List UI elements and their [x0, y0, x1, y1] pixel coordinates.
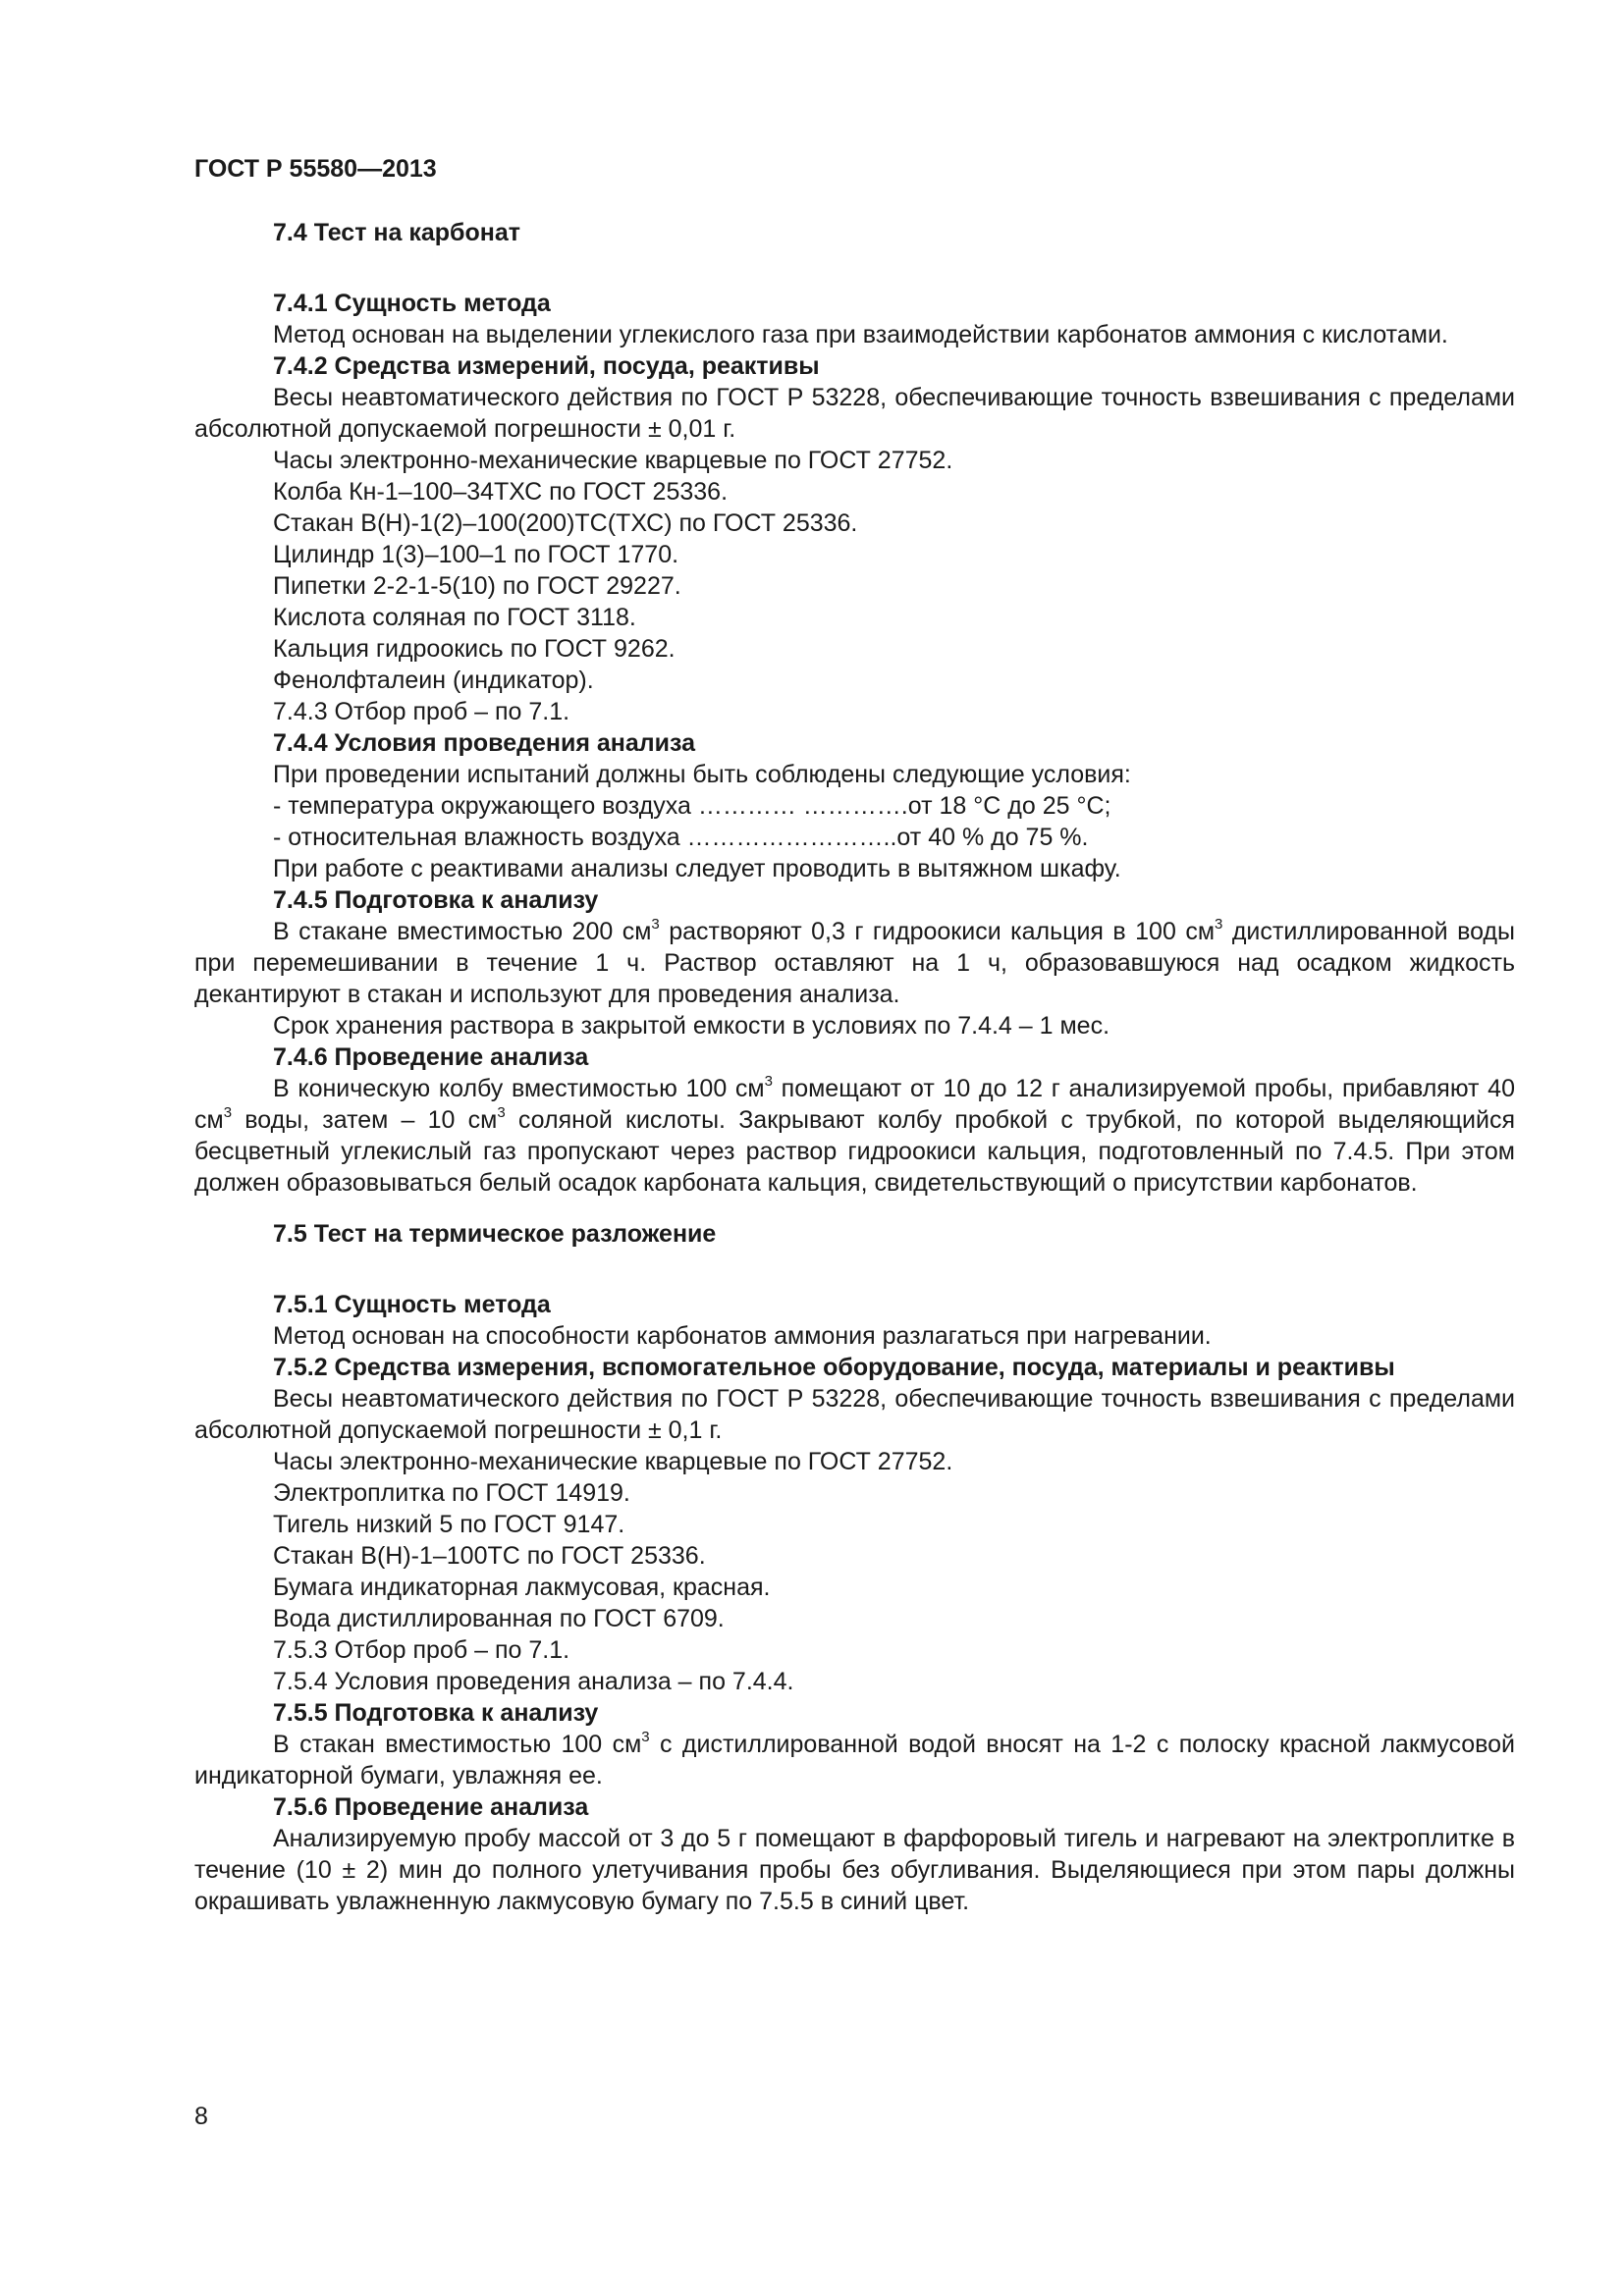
list-item: Часы электронно-механические кварцевые по ГОСТ 27752. [273, 447, 953, 474]
paragraph [194, 1073, 1515, 1199]
subsection-title-7-4-1: 7.4.1 Сущность метода [273, 290, 551, 317]
list-item: Пипетки 2-2-1-5(10) по ГОСТ 29227. [273, 572, 681, 600]
superscript: 3 [1215, 916, 1223, 933]
text-run: В стакан вместимостью 100 см [273, 1731, 642, 1758]
list-item: Колба Кн-1–100–34ТХС по ГОСТ 25336. [273, 478, 729, 506]
standard-header: ГОСТ Р 55580—2013 [194, 155, 437, 183]
list-item: Стакан В(Н)-1(2)–100(200)ТС(ТХС) по ГОСТ 25336. [273, 509, 858, 537]
subsection-title-7-4-5: 7.4.5 Подготовка к анализу [273, 886, 599, 914]
paragraph [194, 1729, 1515, 1791]
text-run: с дистиллированной водой вносят на 1-2 с полоску красной лакмусовой индикаторной бумаги, увлажняя ее. [194, 1731, 1515, 1789]
superscript: 3 [764, 1073, 773, 1090]
list-item: - температура окружающего воздуха ………… ………….от 18 °С до 25 °С; [273, 792, 1111, 820]
list-item: Кислота соляная по ГОСТ 3118. [273, 604, 636, 631]
superscript: 3 [641, 1729, 650, 1745]
superscript: 3 [223, 1104, 233, 1121]
list-item: Весы неавтоматического действия по ГОСТ Р 53228, обеспечивающие точность взвешивания с пределами абсолютной допускаемой погрешности ± 0,1 г. [194, 1385, 1515, 1444]
subsection-title-7-4-2: 7.4.2 Средства измерений, посуда, реактивы [273, 352, 820, 380]
list-item: Вода дистиллированная по ГОСТ 6709. [273, 1605, 725, 1632]
paragraph: Срок хранения раствора в закрытой емкости в условиях по 7.4.4 – 1 мес. [273, 1012, 1110, 1040]
paragraph: Анализируемую пробу массой от 3 до 5 г помещают в фарфоровый тигель и нагревают на электроплитке в течение (10 ± 2) мин до полного улетучивания пробы без обугливания. Выделяющиеся при этом пары должны окрашивать увлажненную лакмусовую бумагу по 7.5.5 в синий цвет. [194, 1825, 1515, 1915]
superscript: 3 [651, 916, 660, 933]
list-item: При проведении испытаний должны быть соблюдены следующие условия: [273, 761, 1131, 788]
list-item: Стакан В(Н)-1–100ТС по ГОСТ 25336. [273, 1542, 706, 1570]
text-run: помещают от 10 до 12 г анализируемой пробы, прибавляют 40 см [194, 1075, 1515, 1134]
list-item: Фенолфталеин (индикатор). [273, 667, 594, 694]
text-run: В стакане вместимостью 200 см [273, 918, 652, 945]
list-item: Тигель низкий 5 по ГОСТ 9147. [273, 1511, 625, 1538]
text-run: воды, затем – 10 см [232, 1106, 498, 1134]
spacer [194, 248, 1515, 288]
paragraph: Метод основан на способности карбонатов аммония разлагаться при нагревании. [273, 1322, 1212, 1350]
text-run: дистиллированной воды при перемешивании в течение 1 ч. Раствор оставляют на 1 ч, образовавшуюся над осадком жидкость декантируют в стакан и используют для проведения анализа. [194, 918, 1515, 1008]
list-item: При работе с реактивами анализы следует проводить в вытяжном шкафу. [273, 855, 1121, 882]
subsection-title-7-4-4: 7.4.4 Условия проведения анализа [273, 729, 696, 757]
subsection-title-7-5-2: 7.5.2 Средства измерения, вспомогательное оборудование, посуда, материалы и реактивы [273, 1354, 1395, 1381]
list-item: Часы электронно-механические кварцевые по ГОСТ 27752. [273, 1448, 953, 1475]
subsection-title-7-5-1: 7.5.1 Сущность метода [273, 1291, 551, 1318]
list-item: - относительная влажность воздуха ……………………..от 40 % до 75 %. [273, 824, 1089, 851]
paragraph [194, 916, 1515, 1010]
superscript: 3 [497, 1104, 506, 1121]
list-item: Цилиндр 1(3)–100–1 по ГОСТ 1770. [273, 541, 679, 568]
subsection-7-4-3: 7.4.3 Отбор проб – по 7.1. [273, 698, 570, 725]
subsection-title-7-5-6: 7.5.6 Проведение анализа [273, 1793, 589, 1821]
subsection-title-7-5-5: 7.5.5 Подготовка к анализу [273, 1699, 599, 1727]
list-item: Весы неавтоматического действия по ГОСТ Р 53228, обеспечивающие точность взвешивания с пределами абсолютной допускаемой погрешности ± 0,01 г. [194, 384, 1515, 443]
subsection-7-5-4: 7.5.4 Условия проведения анализа – по 7.4.4. [273, 1668, 794, 1695]
page-number: 8 [194, 2103, 208, 2130]
text-run: растворяют 0,3 г гидроокиси кальция в 100 см [659, 918, 1216, 945]
document-body [194, 217, 1515, 1917]
text-run: соляной кислоты. Закрывают колбу пробкой с трубкой, по которой выделяющийся бесцветный углекислый газ пропускают через раствор гидроокиси кальция, подготовленный по 7.4.5. При этом должен образовываться белый осадок карбоната кальция, свидетельствующий о присутствии карбонатов. [194, 1106, 1515, 1197]
list-item: Кальция гидроокись по ГОСТ 9262. [273, 635, 676, 663]
list-item: Бумага индикаторная лакмусовая, красная. [273, 1574, 771, 1601]
text-run: В коническую колбу вместимостью 100 см [273, 1075, 765, 1102]
section-title-7-4: 7.4 Тест на карбонат [273, 219, 520, 246]
subsection-7-5-3: 7.5.3 Отбор проб – по 7.1. [273, 1636, 570, 1664]
subsection-title-7-4-6: 7.4.6 Проведение анализа [273, 1043, 589, 1071]
list-item: Электроплитка по ГОСТ 14919. [273, 1479, 630, 1507]
section-title-7-5: 7.5 Тест на термическое разложение [273, 1220, 717, 1248]
paragraph: Метод основан на выделении углекислого газа при взаимодействии карбонатов аммония с кислотами. [273, 321, 1448, 348]
